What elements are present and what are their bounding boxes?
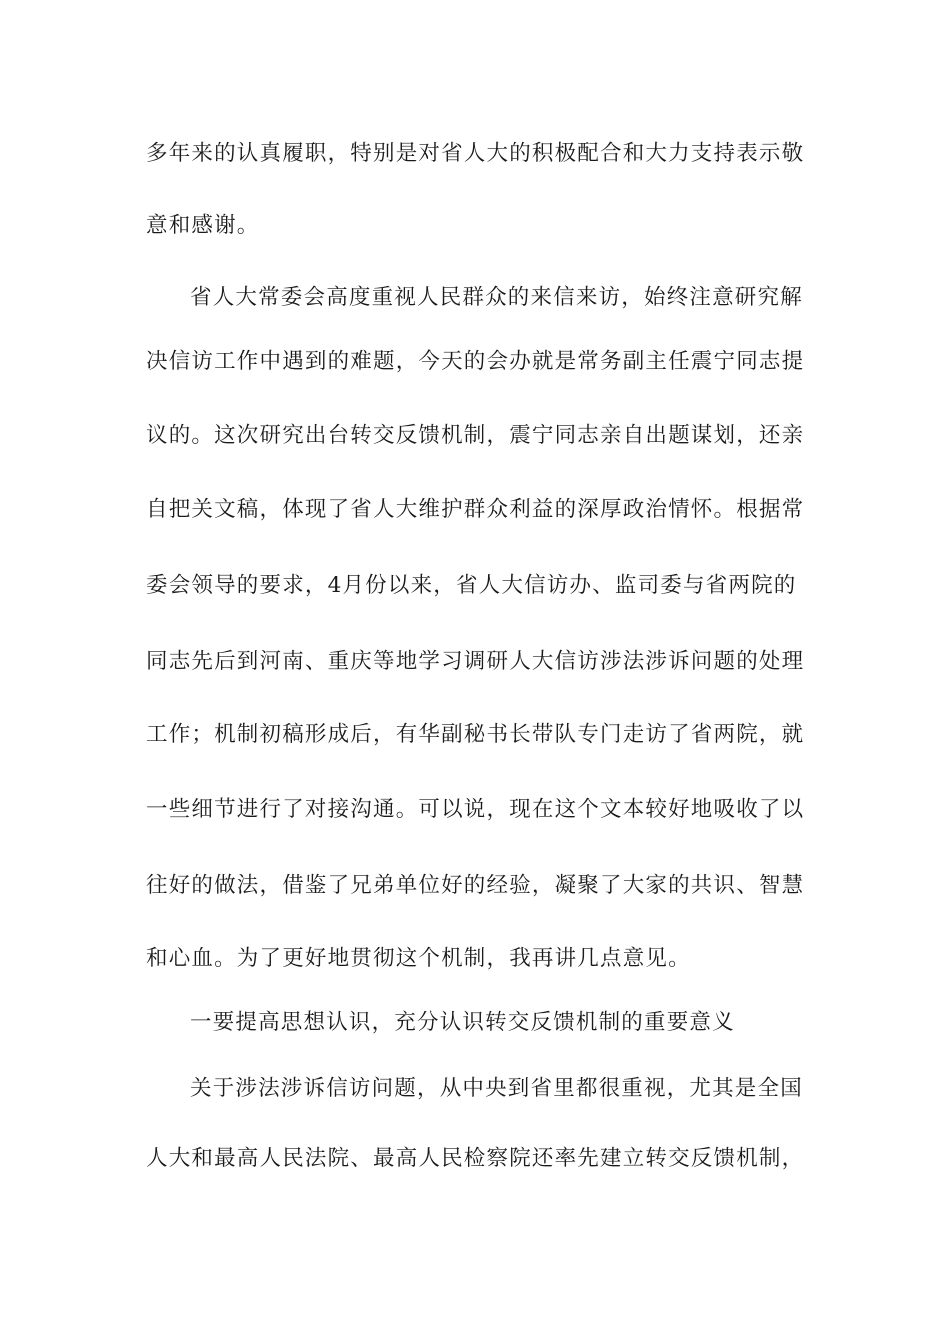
paragraph-start-line: 关于涉法涉诉信访问题，从中央到省里都很重视，尤其是全国 (190, 1076, 803, 1101)
text-line: 人大和最高人民法院、最高人民检察院还率先建立转交反馈机制， (146, 1146, 805, 1171)
text-line: 工作；机制初稿形成后，有华副秘书长带队专门走访了省两院，就 (146, 722, 805, 747)
text-line: 多年来的认真履职，特别是对省人大的积极配合和大力支持表示敬 (146, 141, 805, 166)
text-line: 自把关文稿，体现了省人大维护群众利益的深厚政治情怀。根据常 (146, 497, 805, 522)
text-line: 往好的做法，借鉴了兄弟单位好的经验，凝聚了大家的共识、智慧 (146, 873, 805, 898)
text-line: 意和感谢。 (146, 213, 260, 238)
text-line: 一些细节进行了对接沟通。可以说，现在这个文本较好地吸收了以 (146, 797, 805, 822)
section-heading: 一要提高思想认识，充分认识转交反馈机制的重要意义 (190, 1010, 735, 1035)
paragraph-start-line: 省人大常委会高度重视人民群众的来信来访，始终注意研究解 (190, 285, 803, 310)
text-line: 和心血。为了更好地贯彻这个机制，我再讲几点意见。 (146, 946, 691, 971)
text-line: 议的。这次研究出台转交反馈机制，震宁同志亲自出题谋划，还亲 (146, 423, 805, 448)
text-line: 决信访工作中遇到的难题，今天的会办就是常务副主任震宁同志提 (146, 349, 805, 374)
text-line: 同志先后到河南、重庆等地学习调研人大信访涉法涉诉问题的处理 (146, 649, 805, 674)
text-line: 委会领导的要求，4月份以来，省人大信访办、监司委与省两院的 (146, 573, 797, 598)
